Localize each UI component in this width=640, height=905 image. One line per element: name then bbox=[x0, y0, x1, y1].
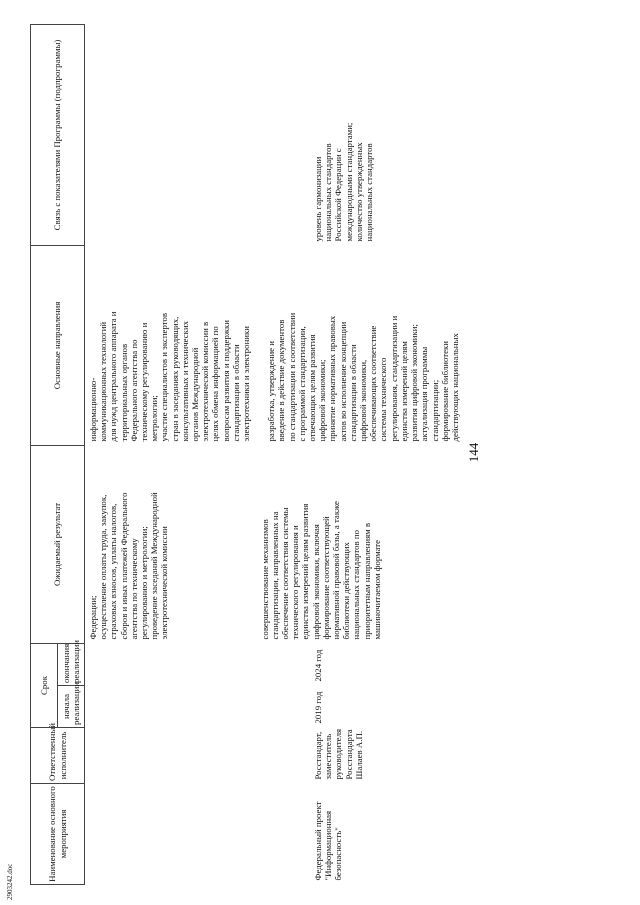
cell-line: обеспечение соответствия системы bbox=[280, 507, 291, 640]
cell-line: стандартизации в области bbox=[230, 344, 241, 442]
cell-line: регулированию и метрологии; bbox=[139, 526, 150, 640]
cell-line: коммуникационных технологий bbox=[98, 321, 109, 442]
header-program-link: Связь с показателями Программы (подпрограммы) bbox=[31, 24, 85, 245]
cell-line: вопросам развития и поддержки bbox=[220, 320, 231, 442]
cell-line: единства измерений целям развития bbox=[300, 503, 311, 640]
result-cell bbox=[85, 445, 608, 643]
page-number: 144 bbox=[466, 442, 481, 463]
cell-line: цифровой экономики, bbox=[358, 359, 369, 442]
cell-line: Федерации; bbox=[88, 595, 98, 640]
cell-line: уровень гармонизации bbox=[313, 156, 323, 242]
cell-line: принятие нормативных правовых bbox=[327, 315, 338, 442]
cell-line: введение в действие документов bbox=[276, 319, 287, 442]
cell-line: "Информационная bbox=[323, 810, 334, 881]
activities-table bbox=[30, 24, 607, 885]
cell-line: с программой стандартизации, bbox=[296, 326, 307, 442]
cell-line: развития цифровой экономики; bbox=[409, 324, 420, 442]
document-id: 2903242.doc bbox=[6, 863, 14, 900]
cell-line: стран в заседаниях руководящих, bbox=[169, 316, 180, 442]
cell-line: стандартизации; bbox=[429, 379, 440, 442]
cell-line: органов Международной bbox=[190, 347, 201, 442]
cell-line: нормативной правовой базы, а также bbox=[331, 501, 342, 640]
cell-line: национальных стандартов bbox=[364, 143, 375, 242]
cell-line: безопасность" bbox=[333, 827, 344, 881]
header-term: Срок bbox=[31, 643, 58, 727]
header-expected-result: Ожидаемый результат bbox=[31, 445, 85, 643]
cell-line: единства измерений целям bbox=[398, 341, 409, 442]
cell-line: цифровой экономики; bbox=[317, 359, 328, 442]
cell-line: формирование библиотеки bbox=[439, 341, 450, 442]
directions-cell bbox=[85, 245, 608, 445]
cell-line: системы технического bbox=[378, 357, 389, 442]
cell-line: заместитель bbox=[323, 733, 334, 780]
cell-line: приоритетным направлениям в bbox=[361, 522, 372, 640]
cell-line: Федерального агентства по bbox=[128, 339, 139, 442]
cell-line: техническому регулированию и bbox=[139, 322, 150, 442]
end-cell bbox=[85, 643, 608, 685]
cell-line: руководителя bbox=[333, 728, 344, 780]
header-main-directions: Основные направления bbox=[31, 245, 85, 445]
cell-line: информационно- bbox=[88, 377, 98, 442]
cell-line: актов во исполнение концепции bbox=[337, 321, 348, 442]
start-year: 2019 год bbox=[313, 691, 323, 724]
cell-line: совершенствование механизмов bbox=[259, 519, 270, 640]
cell-line: метрологии; bbox=[149, 395, 160, 442]
name-cell bbox=[85, 784, 608, 885]
cell-line: осуществление оплаты труда, закупок, bbox=[98, 494, 109, 640]
header-term-start: начала реализации bbox=[58, 686, 85, 728]
cell-line: актуализация программы bbox=[419, 346, 430, 442]
cell-line: Шалаев А.П. bbox=[353, 730, 364, 780]
cell-line: электротехнической комиссии bbox=[159, 526, 170, 640]
cell-line: по стандартизации в соответствии bbox=[286, 312, 297, 442]
cell-line: машиночитаемом формате bbox=[371, 539, 382, 640]
cell-line: количество утвержденных bbox=[353, 142, 364, 242]
cell-line: агентства по техническому bbox=[128, 538, 139, 640]
cell-line: цифровой экономики, включая bbox=[310, 524, 321, 640]
cell-line: технического регулирования и bbox=[290, 525, 301, 640]
cell-line: действующих национальных bbox=[449, 333, 460, 442]
cell-line: страховых взносов, уплаты налогов, bbox=[108, 503, 119, 640]
cell-line: регулирования, стандартизации и bbox=[388, 315, 399, 442]
cell-line: библиотеки действующих bbox=[341, 542, 352, 640]
cell-line: электротехники и электроники bbox=[241, 326, 252, 442]
start-cell bbox=[85, 686, 608, 728]
cell-line: национальных стандартов bbox=[323, 143, 334, 242]
cell-line: сборов и иных платежей Федерального bbox=[118, 492, 129, 640]
cell-line: формирование соответствующей bbox=[320, 516, 331, 640]
cell-line: международными стандартами; bbox=[343, 122, 354, 242]
cell-line: стандартизации в области bbox=[347, 344, 358, 442]
cell-line: электротехнической комиссии в bbox=[200, 321, 211, 442]
executor-cell bbox=[85, 728, 608, 784]
cell-line: разработка, утверждение и bbox=[266, 341, 277, 442]
cell-line: национальных стандартов по bbox=[351, 530, 362, 640]
cell-line: Росстандарт, bbox=[313, 731, 323, 780]
table-row bbox=[85, 24, 608, 884]
cell-line: участие специалистов и экспертов bbox=[159, 312, 170, 442]
cell-line: консультативных и технических bbox=[179, 320, 190, 442]
cell-line: отвечающих целям развития bbox=[307, 334, 318, 442]
cell-line: Федеральный проект bbox=[313, 801, 323, 881]
cell-line: Российской Федерации с bbox=[333, 148, 344, 242]
cell-line: для нужд центрального аппарата и bbox=[108, 311, 119, 442]
cell-line: проведение заседаний Международной bbox=[149, 492, 160, 640]
cell-line: территориальных органов bbox=[118, 343, 129, 442]
header-activity-name: Наименование основного мероприятия bbox=[31, 784, 85, 885]
cell-line: стандартизации, направленных на bbox=[269, 511, 280, 640]
header-term-end: окончания реализации bbox=[58, 643, 85, 685]
cell-line: целях обмена информацией по bbox=[210, 326, 221, 442]
link-cell bbox=[85, 24, 608, 245]
end-year: 2024 год bbox=[313, 649, 323, 682]
cell-line: Росстандарта bbox=[343, 729, 354, 780]
cell-line: обеспечивающих соответствие bbox=[368, 325, 379, 442]
header-executor: Ответственный исполнитель bbox=[31, 728, 85, 784]
